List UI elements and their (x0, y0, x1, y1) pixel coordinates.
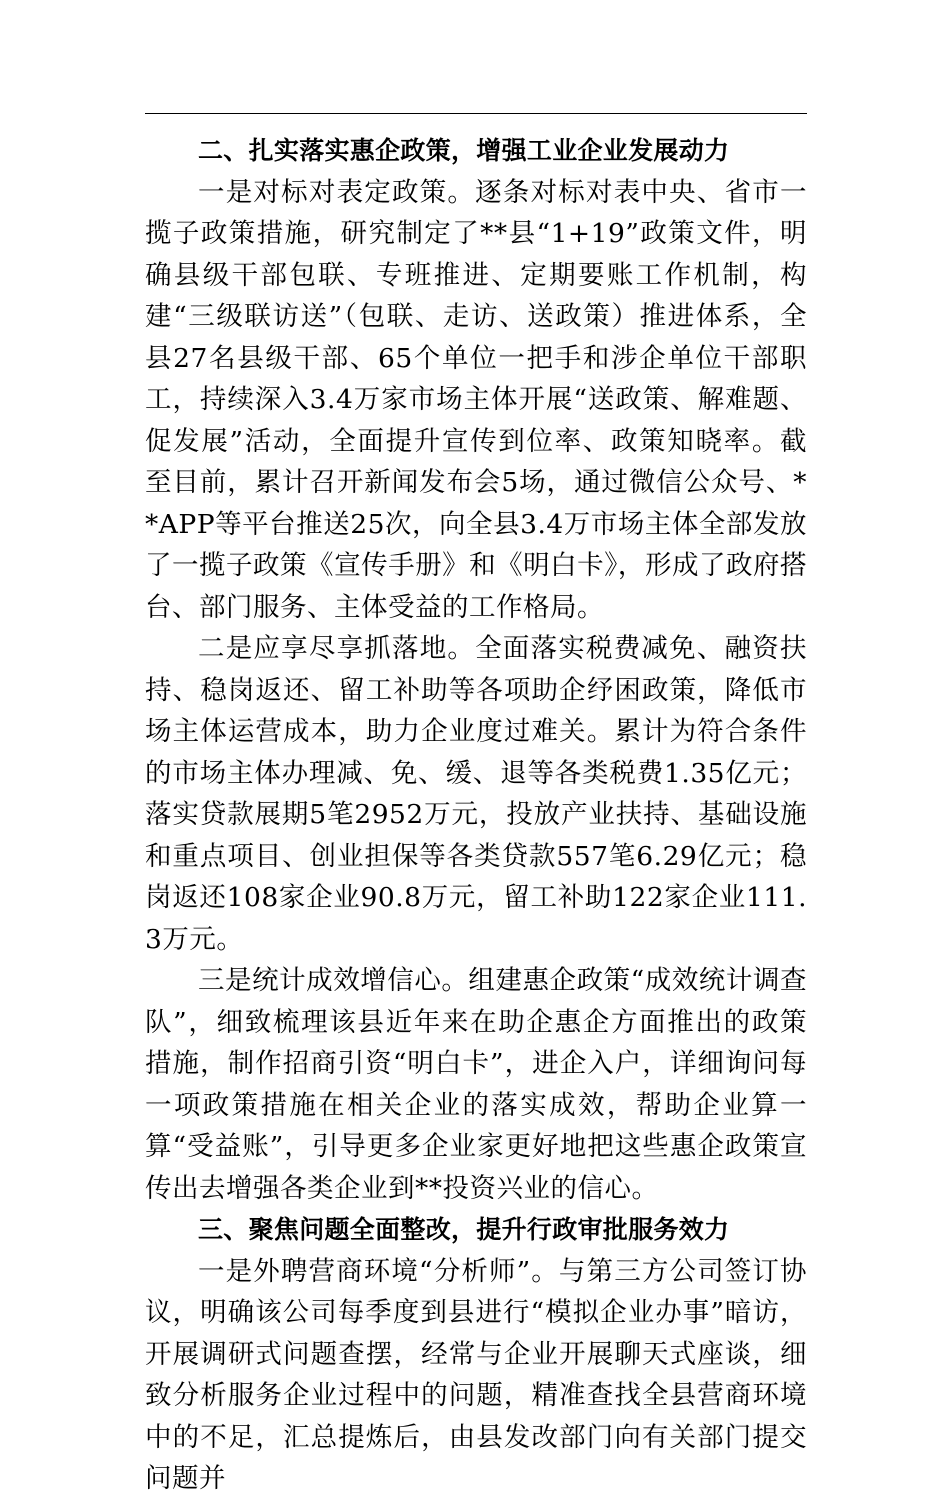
header-rule (145, 113, 807, 114)
document-body (145, 130, 807, 1500)
paragraph-external-analyst: 一是外聘营商环境“分析师”。与第三方公司签订协议，明确该公司每季度到县进行“模拟企业办事”暗访，开展调研式问题查摆，经常与企业开展聊天式座谈，细致分析服务企业过程中的问题，精准查找全县营商环境中的不足，汇总提炼后，由县发改部门向有关部门提交问题并 (145, 1255, 807, 1494)
section-heading-3: 三、聚焦问题全面整改，提升行政审批服务效力 (198, 1215, 730, 1244)
paragraph-policy-benchmarking: 一是对标对表定政策。逐条对标对表中央、省市一揽子政策措施，研究制定了**县“1+19”政策文件，明确县级干部包联、专班推进、定期要账工作机制，构建“三级联访送”（包联、走访、送政策）推进体系，全县27名县级干部、65个单位一把手和涉企单位干部职工，持续深入3.4万家市场主体开展“送政策、解难题、促发展”活动，全面提升宣传到位率、政策知晓率。截至目前，累计召开新闻发布会5场，通过微信公众号、**APP等平台推送25次，向全县3.4万市场主体全部发放了一揽子政策《宣传手册》和《明白卡》，形成了政府搭台、部门服务、主体受益的工作格局。 (145, 176, 807, 623)
section-heading-2: 二、扎实落实惠企政策，增强工业企业发展动力 (198, 136, 730, 165)
paragraph-policy-implementation: 二是应享尽享抓落地。全面落实税费减免、融资扶持、稳岗返还、留工补助等各项助企纾困政策，降低市场主体运营成本，助力企业度过难关。累计为符合条件的市场主体办理减、免、缓、退等各类税费1.35亿元；落实贷款展期5笔2952万元，投放产业扶持、基础设施和重点项目、创业担保等各类贷款557笔6.29亿元；稳岗返还108家企业90.8万元，留工补助122家企业111.3万元。 (145, 633, 807, 955)
paragraph-effect-statistics: 三是统计成效增信心。组建惠企政策“成效统计调查队”，细致梳理该县近年来在助企惠企方面推出的政策措施，制作招商引资“明白卡”，进企入户，详细询问每一项政策措施在相关企业的落实成效，帮助企业算一算“受益账”，引导更多企业家更好地把这些惠企政策宣传出去增强各类企业到**投资兴业的信心。 (145, 965, 807, 1204)
